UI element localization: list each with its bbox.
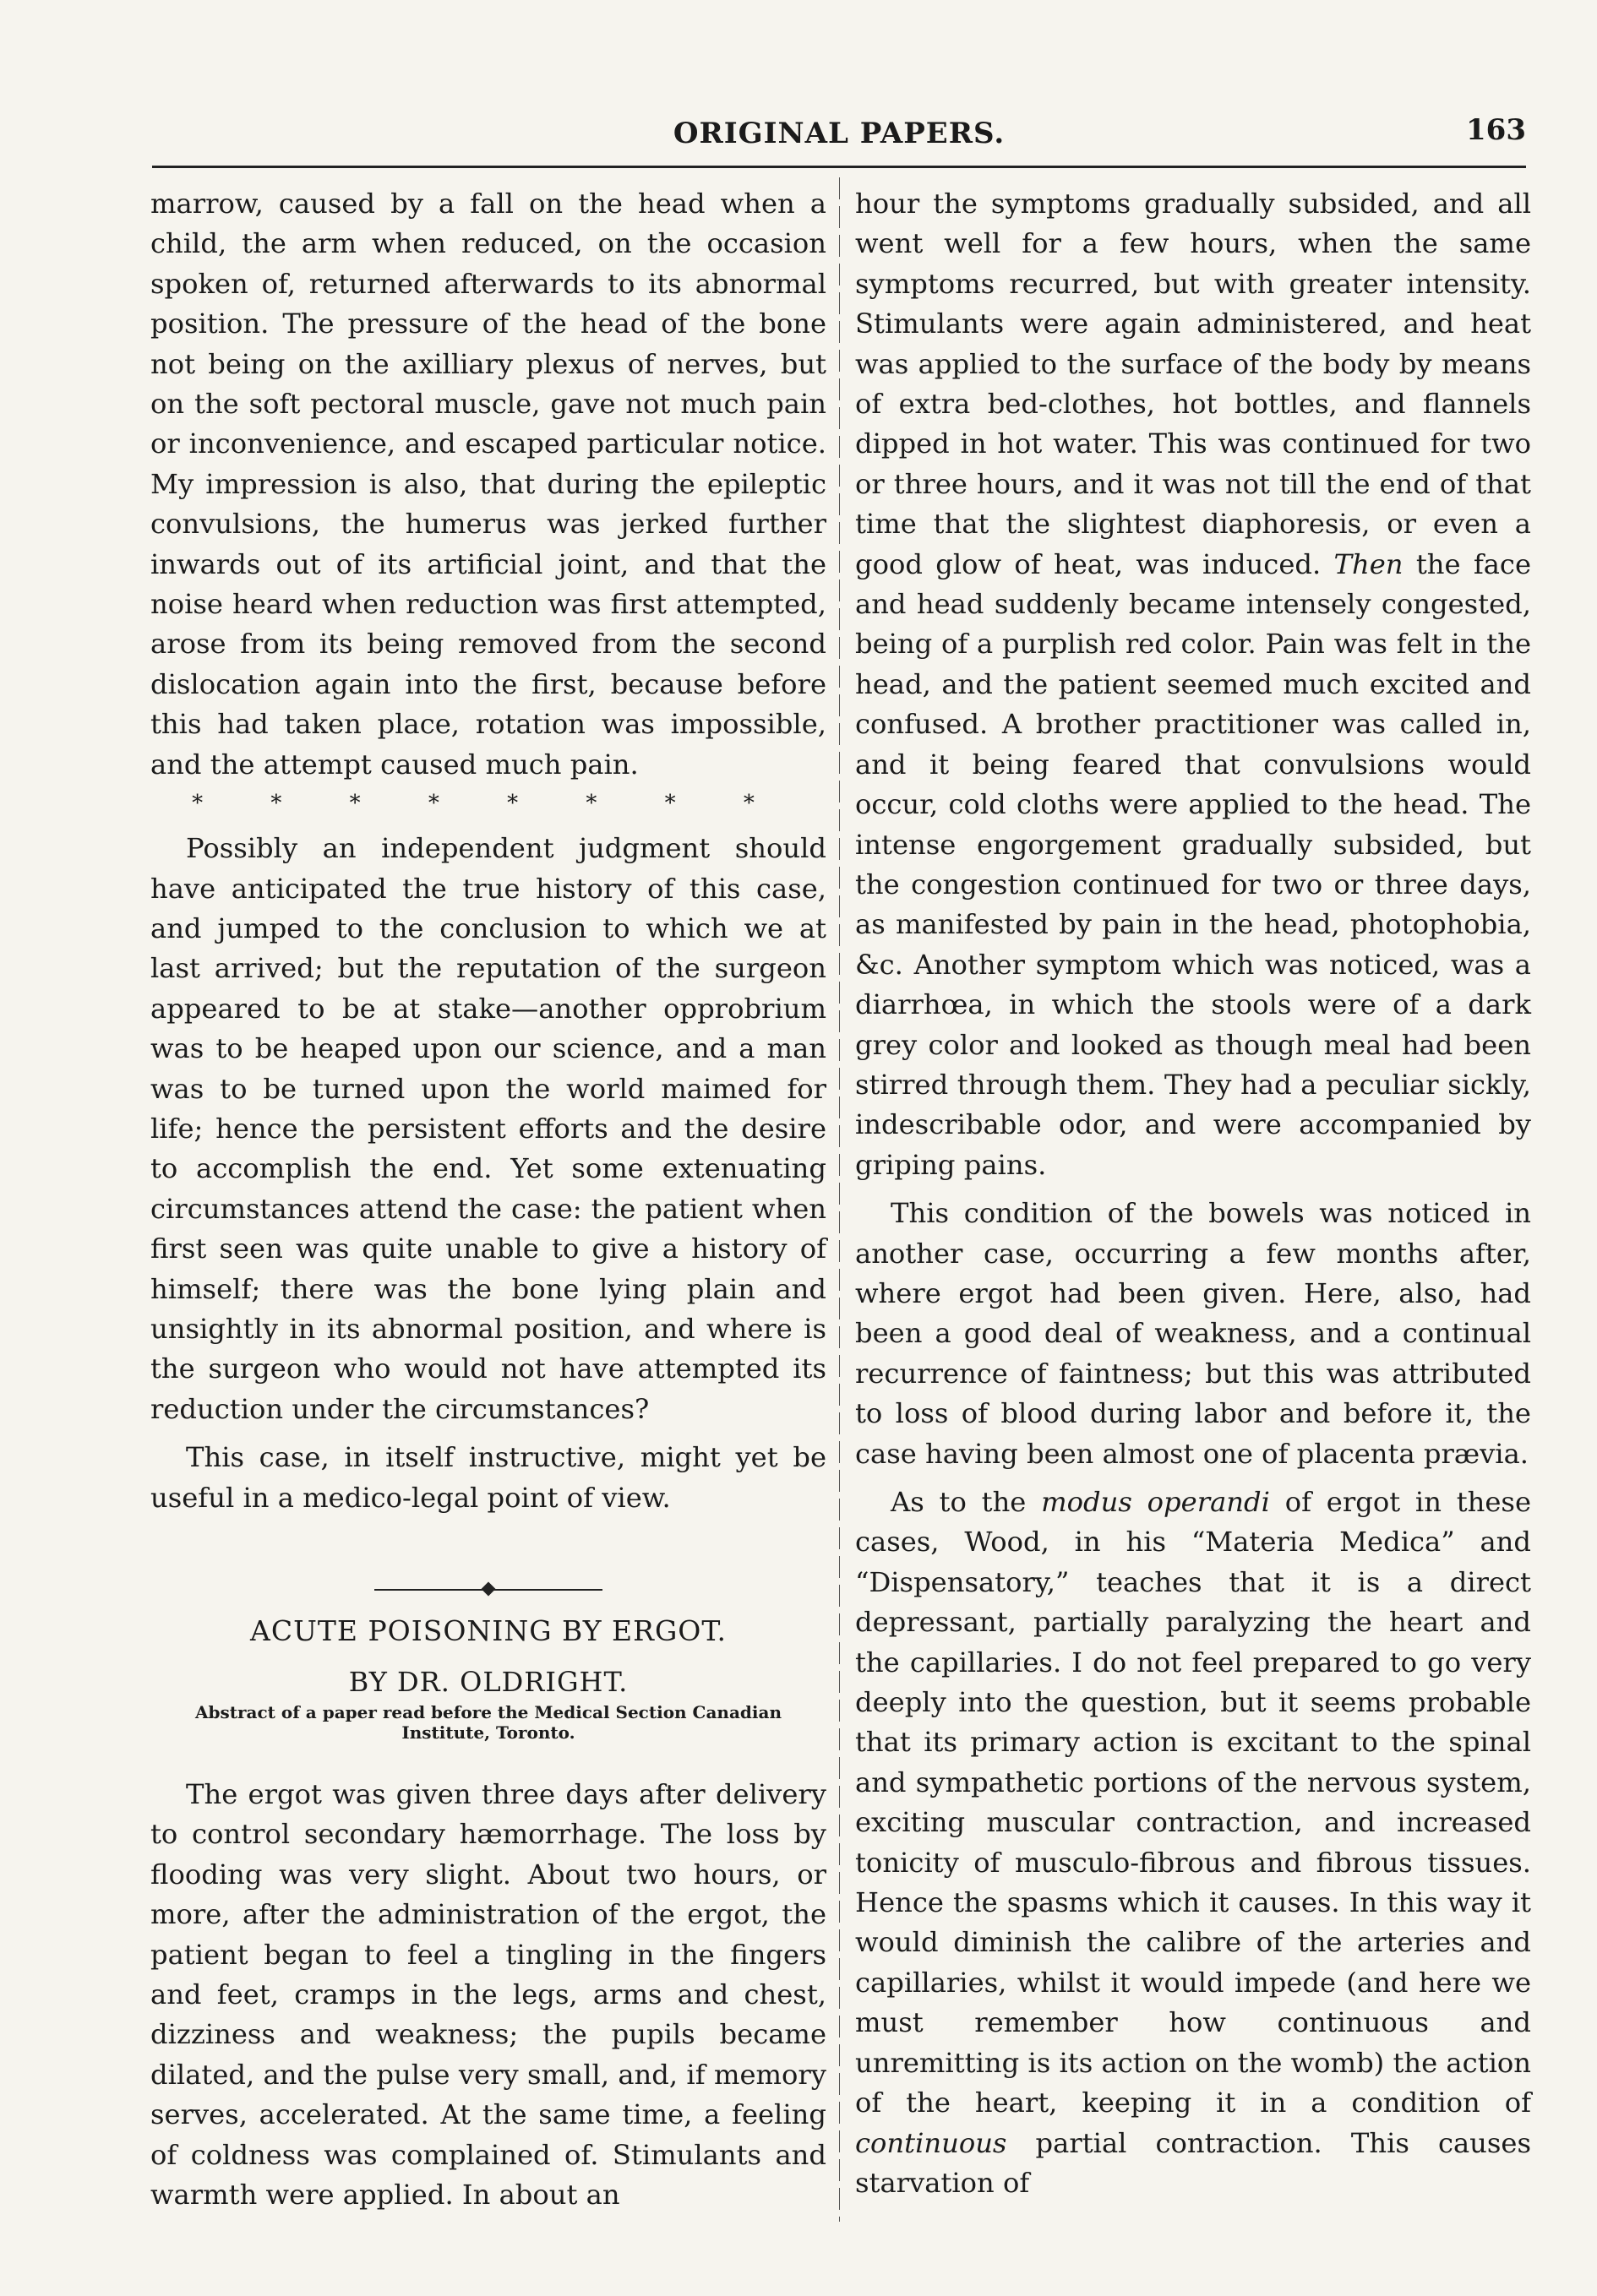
article-paragraph-1: The ergot was given three days after delivery to control secondary hæmorrhage. The loss by flooding was very slight. About two hours, or more, after the administration of the ergot, the patient began to feel a tingling in the fingers and feet, cramps in the legs, arms and chest, dizziness and weakness; the pupils became dilated, and the pulse very small, and, if memory serves, accelerated. At the same time, a feeling of coldness was complained of. Stimulants and warmth were applied. In about an <box>150 1778 826 2212</box>
right-paragraph-3-italic-continuous: continuous <box>855 2126 1007 2159</box>
left-paragraph-3: This case, in itself instructive, might yet be useful in a medico-legal point of view. <box>150 1441 826 1514</box>
left-column <box>150 184 826 2215</box>
right-paragraph-3-text-c: partial contraction. This causes starvation of <box>855 2126 1531 2199</box>
header-rule <box>152 166 1526 168</box>
right-paragraph-3-text-b: of ergot in these cases, Wood, in his “Materia Medica” and “Dispensatory,” teaches that it is a direct depressant, partially paralyzing the heart and the capillaries. I do not feel prepared to go very deeply into the question, but it seems probable that its primary action is excitant to the spinal and sympathetic portions of the nervous system, exciting muscular contraction, and increased tonicity of musculo-fibrous and fibrous tissues. Hence the spasms which it causes. In this way it would diminish the calibre of the arteries and capillaries, whilst it would impede (and here we must remember how continuous and unremitting is its action on the womb) the action of the heart, keeping it in a condition of <box>855 1486 1531 2119</box>
page-number: 163 <box>1466 113 1526 147</box>
right-paragraph-3-text-a: As to the <box>891 1486 1027 1518</box>
running-head <box>152 108 1526 159</box>
right-paragraph-1 <box>855 184 1531 1185</box>
right-paragraph-3-italic-modus: modus operandi <box>1041 1486 1270 1518</box>
column-divider <box>839 177 840 2222</box>
right-column <box>855 184 1531 2203</box>
right-paragraph-1-text-a: hour the symptoms gradually subsided, and all went well for a few hours, when the same symptoms recurred, but with greater intensity. Stimulants were again administered, and heat was applied to the surface of the body by means of extra bed-clothes, hot bottles, and flannels dipped in hot water. This was continued for two or three hours, and it was not till the end of that time that the slightest diaphoresis, or even a good glow of heat, was induced. <box>855 188 1531 580</box>
article-title: ACUTE POISONING BY ERGOT. <box>249 1614 728 1647</box>
right-paragraph-1-italic-then: Then <box>1333 547 1404 580</box>
left-paragraph-1: marrow, caused by a fall on the head when a child, the arm when reduced, on the occasion spoken of, returned afterwards to its abnormal position. The pressure of the head of the bone not being on the axilliary plexus of nerves, but on the soft pectoral muscle, gave not much pain or inconvenience, and escaped particular notice. My impression is also, that during the epileptic convulsions, the humerus was jerked further inwards out of its artificial joint, and that the noise heard when reduction was first attempted, arose from its being removed from the second dislocation again into the first, because before this had taken place, rotation was impossible, and the attempt caused much pain. <box>150 188 826 781</box>
left-paragraph-2: Possibly an independent judgment should have anticipated the true history of this case, and jumped to the conclusion to which we at last arrived; but the reputation of the surgeon appeared to be at stake—another opprobrium was to be heaped upon our science, and a man was to be turned upon the world maimed for life; hence the persistent efforts and the desire to accomplish the end. Yet some extenuating circumstances attend the case: the patient when first seen was quite unable to give a history of himself; there was the bone lying plain and unsightly in its abnormal position, and where is the surgeon who would not have attempted its reduction under the circumstances? <box>150 832 826 1425</box>
section-ornament <box>374 1584 602 1596</box>
right-paragraph-1-text-b: the face and head suddenly became intensely congested, being of a purplish red color. Pain was felt in the head, and the patient seemed much excited and confused. A brother practitioner was called in, and it being feared that convulsions would occur, cold cloths were applied to the head. The intense engorgement gradually subsided, but the congestion continued for two or three days, as manifested by pain in the head, photophobia, &c. Another symptom which was noticed, was a diarrhœa, in which the stools were of a dark grey color and looked as though meal had been stirred through them. They had a peculiar sickly, indescribable odor, and were accompanied by griping pains. <box>855 547 1531 1181</box>
article-abstract-note: Abstract of a paper read before the Medical Section Canadian Institute, Toronto. <box>195 1702 782 1743</box>
article-byline: BY DR. OLDRIGHT. <box>348 1666 629 1698</box>
running-title: ORIGINAL PAPERS. <box>673 117 1006 150</box>
right-paragraph-3 <box>855 1483 1531 2203</box>
section-break-asterisks: * * * * * * * * <box>192 791 785 817</box>
ornament-diamond-icon <box>482 1582 496 1597</box>
right-paragraph-2: This condition of the bowels was noticed in another case, occurring a few months after, where ergot had been given. Here, also, had been a good deal of weakness, and a continual recurrence of faintness; but this was attributed to loss of blood during labor and before it, the case having been almost one of placenta prævia. <box>855 1197 1531 1470</box>
